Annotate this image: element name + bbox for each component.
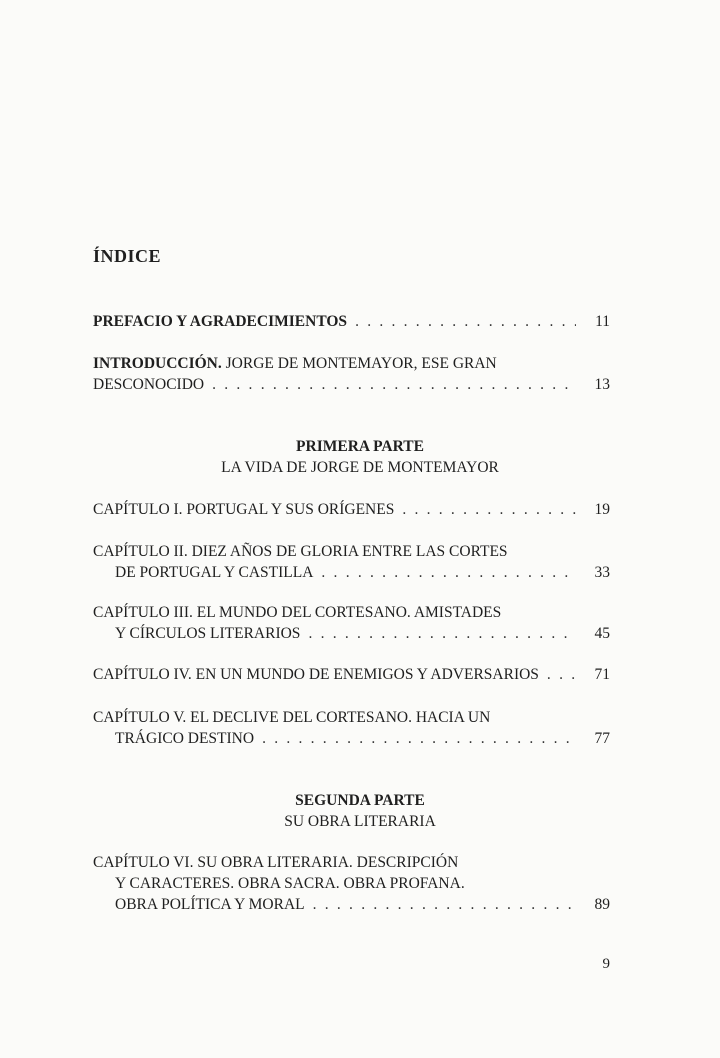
part-title: SEGUNDA PARTE: [295, 792, 425, 809]
page-number: 45: [594, 625, 610, 642]
entry-label-line1: CAPÍTULO III. EL MUNDO DEL CORTESANO. AMISTADES: [93, 604, 502, 621]
dot-leader: [402, 499, 576, 520]
entry-label: PREFACIO Y AGRADECIMIENTOS: [93, 313, 348, 330]
toc-entry-capitulo-5[interactable]: [93, 707, 610, 749]
part-heading-segunda: [0, 790, 720, 832]
entry-label-line2: Y CARACTERES. OBRA SACRA. OBRA PROFANA.: [115, 875, 465, 892]
toc-entry-capitulo-6[interactable]: [93, 852, 610, 915]
page-number: 11: [595, 313, 610, 330]
page-number: 33: [594, 564, 610, 581]
dot-leader: [547, 664, 576, 685]
toc-entry-introduccion[interactable]: [93, 353, 610, 395]
page-number: 19: [594, 501, 610, 518]
part-subtitle: SU OBRA LITERARIA: [284, 813, 436, 830]
dot-leader: [313, 894, 576, 915]
entry-label-line2: DE PORTUGAL Y CASTILLA: [115, 564, 314, 581]
toc-entry-capitulo-3[interactable]: [93, 602, 610, 644]
page-number: 71: [594, 666, 610, 683]
entry-label: CAPÍTULO IV. EN UN MUNDO DE ENEMIGOS Y ADVERSARIOS: [93, 666, 539, 683]
part-title: PRIMERA PARTE: [296, 438, 424, 455]
toc-title: ÍNDICE: [93, 246, 162, 266]
toc-entry-capitulo-2[interactable]: [93, 541, 610, 583]
folio-page-number: 9: [602, 956, 610, 972]
entry-label-line1: CAPÍTULO II. DIEZ AÑOS DE GLORIA ENTRE LAS CORTES: [93, 543, 508, 560]
dot-leader: [355, 311, 576, 332]
toc-entry-capitulo-4[interactable]: [93, 664, 610, 685]
entry-label-line2: DESCONOCIDO: [93, 376, 205, 393]
dot-leader: [321, 562, 576, 583]
entry-label-line1: CAPÍTULO VI. SU OBRA LITERARIA. DESCRIPCIÓN: [93, 854, 459, 871]
dot-leader: [262, 728, 576, 749]
page-number: 13: [594, 376, 610, 393]
entry-label-rest: JORGE DE MONTEMAYOR, ESE GRAN: [221, 355, 497, 372]
page-number: 89: [594, 896, 610, 913]
entry-label-line1: CAPÍTULO V. EL DECLIVE DEL CORTESANO. HACIA UN: [93, 709, 491, 726]
entry-label-bold: INTRODUCCIÓN.: [93, 355, 222, 372]
entry-label-line3: OBRA POLÍTICA Y MORAL: [115, 896, 305, 913]
part-heading-primera: [0, 436, 720, 478]
dot-leader: [212, 374, 576, 395]
entry-label-line2: Y CÍRCULOS LITERARIOS: [115, 625, 301, 642]
dot-leader: [308, 623, 576, 644]
toc-entry-prefacio[interactable]: [93, 311, 610, 332]
page-number: 77: [594, 730, 610, 747]
toc-entry-capitulo-1[interactable]: [93, 499, 610, 520]
entry-label-line2: TRÁGICO DESTINO: [115, 730, 255, 747]
part-subtitle: LA VIDA DE JORGE DE MONTEMAYOR: [221, 459, 499, 476]
entry-label: CAPÍTULO I. PORTUGAL Y SUS ORÍGENES: [93, 501, 395, 518]
